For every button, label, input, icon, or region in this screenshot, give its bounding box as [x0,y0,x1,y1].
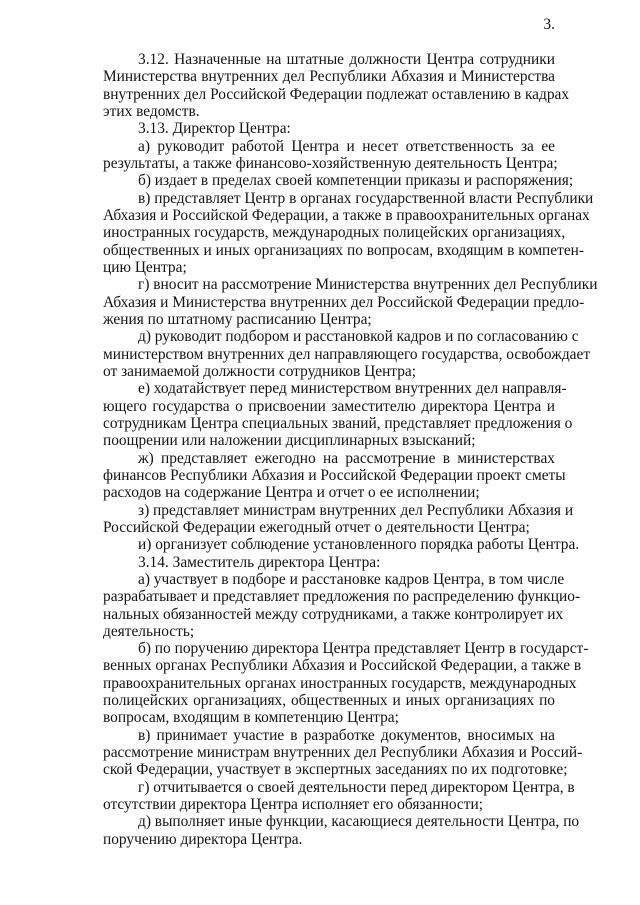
text-line: министерством внутренних дел направляющего государства, освобождает [103,345,591,363]
paragraph [103,137,558,173]
text-line: Абхазия и Министерства внутренних дел Российской Федерации предло- [103,293,585,311]
text-line: б) издает в пределах своей компетенции приказы и распоряжения; [138,172,574,190]
text-line: и) организует соблюдение установленного порядка работы Центра. [138,536,580,554]
text-line: этих ведомств. [103,102,200,120]
paragraph [103,189,594,277]
text-line: жения по штатному расписанию Центра; [103,310,372,328]
paragraph [103,51,570,120]
text-line: Министерства внутренних дел Республики Абхазия и Министерства [103,68,555,86]
text-line: ющего государства о присвоении заместителю директора Центра и [103,397,555,415]
text-line: от занимаемой должности сотрудников Центра; [103,362,417,380]
text-line: б) по поручению директора Центра представляет Центр в государст- [138,640,589,658]
text-line: Абхазия и Российской Федерации, а также в правоохранительных органах [103,206,590,224]
text-line: сотрудникам Центра специальных званий, представляет предложения о [103,414,573,432]
paragraph [103,640,589,727]
text-line: в) принимает участие в разработке документов, вносимых на [138,726,555,744]
text-line: е) ходатайствует перед министерством внутренних дел направля- [138,380,567,398]
paragraph [103,449,566,502]
text-line: ж) представляет ежегодно на рассмотрение в министерствах [138,449,555,467]
text-line: отсутствии директора Центра исполняет его обязанности; [103,796,483,814]
text-line: 3.12. Назначенные на штатные должности Центра сотрудники [138,51,555,68]
text-line: в) представляет Центр в органах государственной власти Республики [138,189,594,207]
text-line: з) представляет министрам внутренних дел Республики Абхазия и [138,501,574,519]
text-line: 3.14. Заместитель директора Центра: [138,553,381,571]
paragraph [103,276,598,328]
text-line: д) руководит подбором и расстановкой кадров и по согласованию с [138,328,579,346]
paragraph [103,813,580,848]
text-line: рассмотрение министрам внутренних дел Республики Абхазия и Россий- [103,744,583,762]
paragraph [103,536,580,554]
text-line: а) руководит работой Центра и несет ответственность за ее [138,137,555,155]
text-line: правоохранительных органах иностранных государств, международных [103,674,577,692]
paragraph [103,501,574,537]
text-line: общественных и иных организациях по вопросам, входящим в компетен- [103,241,585,259]
paragraph [103,380,573,450]
paragraph [103,120,555,137]
text-line: д) выполняет иные функции, касающиеся деятельности Центра, по [138,813,580,831]
text-line: венных органах Республики Абхазия и Российской Федерации, а также в [103,657,582,675]
paragraph [103,328,591,380]
text-line: 3.13. Директор Центра: [138,120,291,138]
text-line: цию Центра; [103,258,187,276]
text-line: г) вносит на рассмотрение Министерства внутренних дел Республики [138,276,598,294]
text-line: расходов на содержание Центра и отчет о ее исполнении; [103,484,480,502]
text-line: полицейских организациях, общественных и иных организациях по [103,692,555,710]
text-line: деятельность; [103,622,195,640]
document-body [103,51,598,848]
text-line: нальных обязанностей между сотрудниками, а также контролирует их [103,605,564,623]
page-number: 3. [543,16,555,33]
text-line: г) отчитывается о своей деятельности перед директором Центра, в [138,778,575,796]
text-line: поручению директора Центра. [103,830,303,848]
text-line: разрабатывает и представляет предложения по распределению функцио- [103,588,581,606]
paragraph [103,778,575,814]
text-line: ской Федерации, участвует в экспертных заседаниях по их подготовке; [103,761,568,779]
paragraph [103,554,555,571]
text-line: поощрении или наложении дисциплинарных взысканий; [103,432,476,450]
text-line: финансов Республики Абхазия и Российской Федерации проект сметы [103,466,566,484]
text-line: Российской Федерации ежегодный отчет о деятельности Центра; [103,518,530,536]
paragraph [103,172,574,190]
text-line: вопросам, входящим в компетенцию Центра; [103,709,399,727]
text-line: внутренних дел Российской Федерации подлежат оставлению в кадрах [103,85,570,103]
paragraph [103,570,581,640]
text-line: иностранных государств, международных полицейских организациях, [103,224,566,242]
text-line: результаты, а также финансово-хозяйственную деятельность Центра; [103,154,558,172]
paragraph [103,726,583,779]
text-line: а) участвует в подборе и расстановке кадров Центра, в том числе [138,570,565,588]
